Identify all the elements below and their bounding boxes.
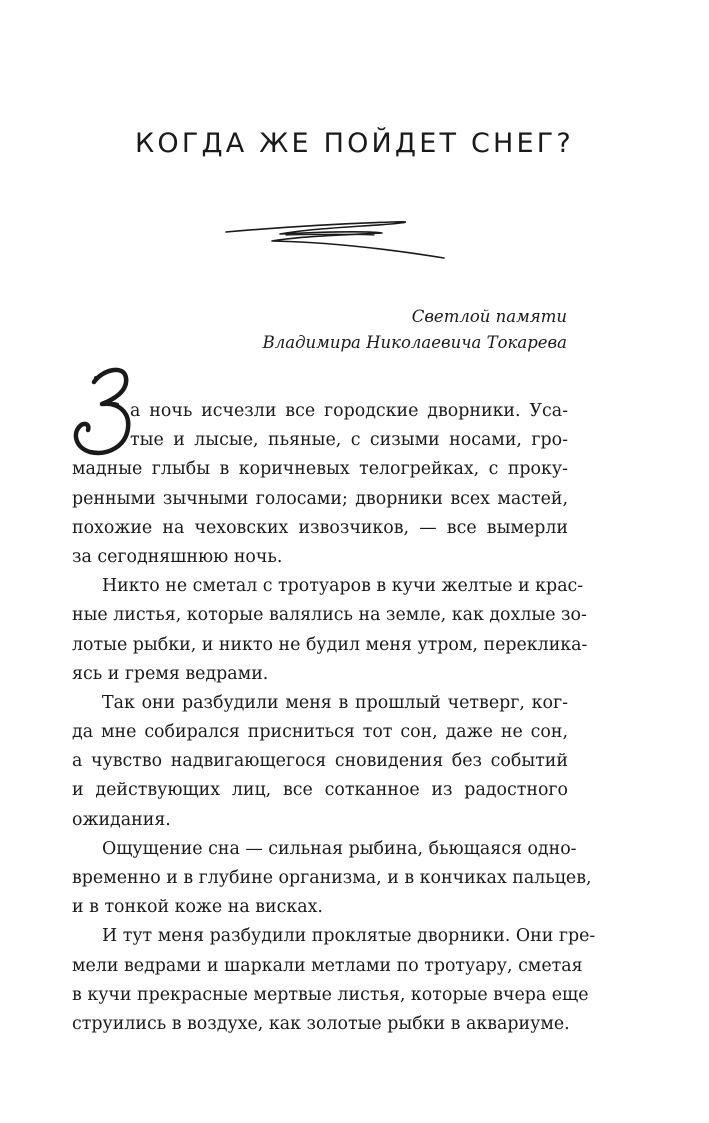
epigraph-line: Владимира Николаевича Токарева	[262, 333, 567, 352]
text-line: Никто не сметал с тротуаров в кучи желтые и крас-	[102, 576, 584, 597]
epigraph-line: Светлой памяти	[411, 307, 567, 326]
text-line: а чувство надвигающегося сновидения без событий	[72, 751, 568, 772]
text-line: ренными зычными голосами; дворники всех мастей,	[72, 488, 568, 509]
chapter-title: КОГДА ЖЕ ПОЙДЕТ СНЕГ?	[135, 128, 574, 159]
text-line: ожидания.	[72, 809, 171, 830]
text-line: временно и в глубине организма, и в кончиках пальцев,	[72, 868, 592, 888]
text-line: И тут меня разбудили проклятые дворники. Они гре-	[102, 926, 596, 947]
text-line: Так они разбудили меня в прошлый четверг, ког-	[102, 692, 568, 713]
epigraph	[263, 304, 567, 356]
text-line: и действующих лиц, все сотканное из радостного	[72, 780, 568, 801]
text-line: лотые рыбки, и никто не будил меня утром, переклика-	[72, 634, 588, 655]
text-line: в кучи прекрасные мертвые листья, которые вчера еще	[72, 984, 589, 1005]
text-line: мадные глыбы в коричневых телогрейках, с проку-	[72, 459, 568, 480]
text-line: тые и лысые, пьяные, с сизыми носами, гро-	[130, 430, 568, 451]
text-line: а ночь исчезли все городские дворники. Уса-	[130, 401, 568, 421]
text-line: ясь и гремя ведрами.	[72, 663, 269, 684]
text-line: и в тонкой коже на висках.	[72, 897, 323, 918]
text-line: за сегодняшнюю ночь.	[72, 546, 283, 567]
text-line: струились в воздухе, как золотые рыбки в аквариуме.	[72, 1013, 570, 1034]
text-line: ные листья, которые валялись на земле, как дохлые зо-	[72, 605, 587, 626]
flourish-ornament	[222, 214, 450, 264]
text-line: Ощущение сна — сильная рыбина, бьющаяся одно-	[102, 838, 577, 859]
text-line: похожие на чеховских извозчиков, — все вымерли	[72, 517, 568, 538]
body-text	[72, 397, 596, 1039]
text-line: мели ведрами и шаркали метлами по тротуару, сметая	[72, 955, 583, 976]
text-line: да мне собирался присниться тот сон, даже не сон,	[72, 722, 568, 743]
